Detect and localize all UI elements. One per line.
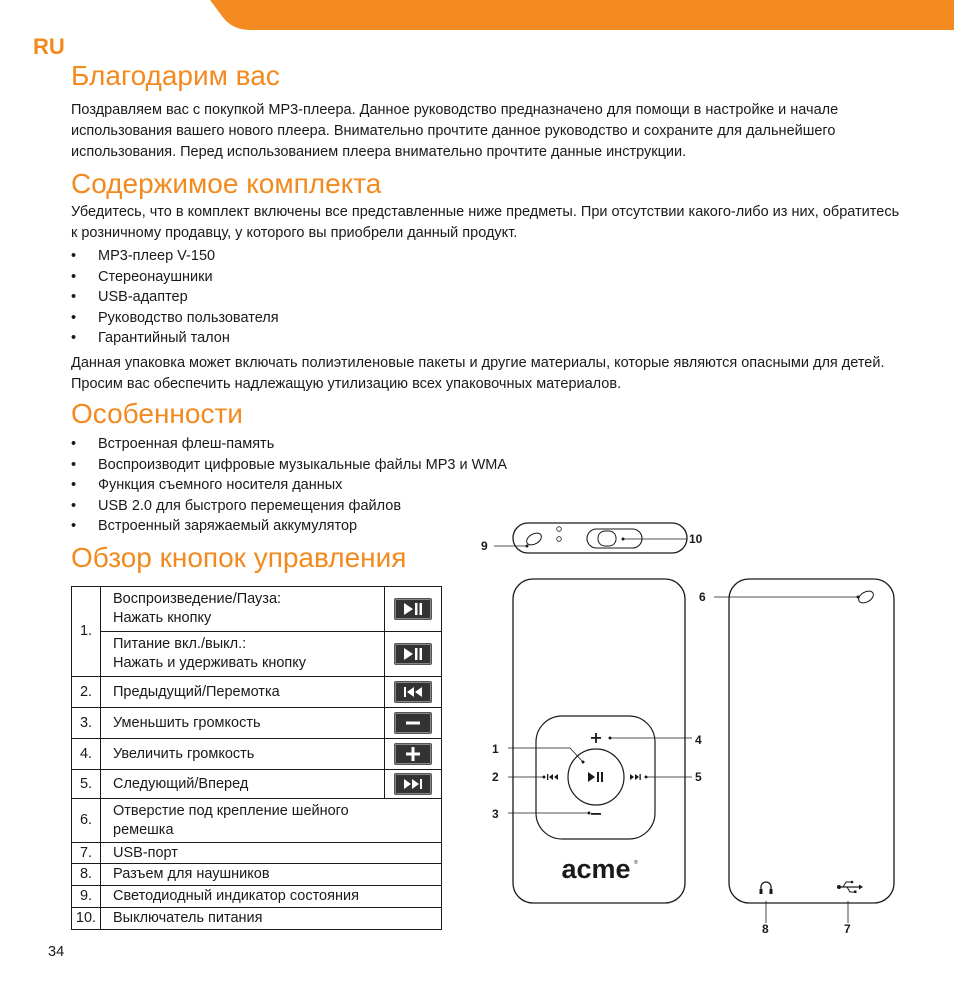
row-number: 6.	[72, 799, 101, 843]
minus-icon	[394, 712, 432, 734]
table-row	[72, 677, 442, 708]
callout-3: 3	[492, 807, 499, 821]
player-back-view	[699, 579, 894, 936]
row-number: 5.	[72, 770, 101, 799]
section-title-thanks: Благодарим вас	[71, 60, 280, 91]
player-top-view	[481, 523, 703, 553]
page-number: 34	[48, 944, 65, 960]
packaging-warning: Данная упаковка может включать полиэтиленовые пакеты и другие материалы, которые являются опасными для детей. Просим вас обеспечить надлежащую утилизацию всех упаковочных материалов.	[71, 355, 885, 392]
led-indicator-icon	[557, 527, 562, 532]
section-title-controls: Обзор кнопок управления	[71, 542, 407, 573]
callout-5: 5	[695, 770, 702, 784]
list-item: • Руководство пользователя	[71, 308, 279, 329]
next-icon	[394, 773, 432, 795]
row-number: 8.	[72, 864, 101, 886]
table-row	[72, 770, 442, 799]
headphone-icon	[760, 882, 773, 894]
table-row	[72, 632, 442, 677]
row-description: Уменьшить громкость	[101, 708, 385, 739]
thanks-text: Поздравляем вас с покупкой MP3-плеера. Данное руководство предназначено для помощи в настройке и начале использования вашего нового плеера. Внимательно прочтите данное руководство и сохраните для дальнейшего использования. Перед использованием плеера внимательно прочтите данные инструкции.	[71, 102, 839, 160]
play-pause-icon	[394, 598, 432, 620]
header-tab	[210, 0, 954, 30]
volume-up-icon	[591, 733, 601, 743]
features-list	[71, 434, 507, 537]
table-row	[72, 843, 442, 864]
list-item: • USB-адаптер	[71, 287, 279, 308]
table-row	[72, 799, 442, 843]
row-description: Увеличить громкость	[101, 739, 385, 770]
row-description: Отверстие под крепление шейного ремешка	[101, 799, 442, 843]
callout-7: 7	[844, 922, 851, 936]
svg-text:®: ®	[634, 860, 638, 866]
row-number: 2.	[72, 677, 101, 708]
row-number: 10.	[72, 908, 101, 930]
callout-9: 9	[481, 539, 488, 553]
list-item: • Гарантийный талон	[71, 328, 279, 349]
power-switch-icon	[587, 529, 642, 548]
row-number: 1.	[72, 587, 101, 677]
callout-4: 4	[695, 733, 702, 747]
row-description: Разъем для наушников	[101, 864, 442, 886]
row-description: Предыдущий/Перемотка	[101, 677, 385, 708]
volume-down-icon	[591, 813, 601, 815]
list-item: • Встроенная флеш-память	[71, 434, 507, 455]
table-row	[72, 739, 442, 770]
previous-icon	[547, 774, 558, 780]
brand-logo: acme	[561, 854, 631, 884]
previous-icon	[394, 681, 432, 703]
table-row	[72, 587, 442, 632]
row-number: 7.	[72, 843, 101, 864]
plus-icon	[394, 743, 432, 765]
list-item: • Встроенный заряжаемый аккумулятор	[71, 516, 507, 537]
row-number: 3.	[72, 708, 101, 739]
list-item: • Функция съемного носителя данных	[71, 475, 507, 496]
section-title-contents: Содержимое комплекта	[71, 168, 382, 199]
play-pause-icon	[394, 643, 432, 665]
section-title-features: Особенности	[71, 398, 243, 429]
player-front-view	[492, 579, 702, 903]
callout-1: 1	[492, 742, 499, 756]
row-description: Выключатель питания	[101, 908, 442, 930]
table-row	[72, 708, 442, 739]
list-item: • Воспроизводит цифровые музыкальные файлы MP3 и WMA	[71, 455, 507, 476]
next-icon	[630, 774, 641, 780]
callout-10: 10	[689, 532, 703, 546]
row-description: Светодиодный индикатор состояния	[101, 886, 442, 908]
row-description: Питание вкл./выкл.: Нажать и удерживать кнопку	[101, 632, 385, 677]
row-number: 9.	[72, 886, 101, 908]
callout-8: 8	[762, 922, 769, 936]
table-row	[72, 908, 442, 930]
contents-intro: Убедитесь, что в комплект включены все представленные ниже предметы. При отсутствии какого-либо из них, обратитесь к розничному продавцу, у которого вы приобрели данный продукт.	[71, 204, 900, 241]
language-label: RU	[33, 34, 65, 59]
row-description: Следующий/Вперед	[101, 770, 385, 799]
row-number: 4.	[72, 739, 101, 770]
list-item: • MP3-плеер V-150	[71, 246, 279, 267]
usb-icon	[837, 881, 863, 893]
row-description: Воспроизведение/Пауза: Нажать кнопку	[101, 587, 385, 632]
table-row	[72, 864, 442, 886]
table-row	[72, 886, 442, 908]
list-item: • USB 2.0 для быстрого перемещения файлов	[71, 496, 507, 517]
row-description: USB-порт	[101, 843, 442, 864]
controls-table	[71, 586, 442, 930]
player-diagram	[470, 515, 954, 945]
callout-2: 2	[492, 770, 499, 784]
play-pause-button	[568, 749, 624, 805]
contents-list	[71, 246, 279, 349]
callout-6: 6	[699, 590, 706, 604]
list-item: • Стереонаушники	[71, 267, 279, 288]
